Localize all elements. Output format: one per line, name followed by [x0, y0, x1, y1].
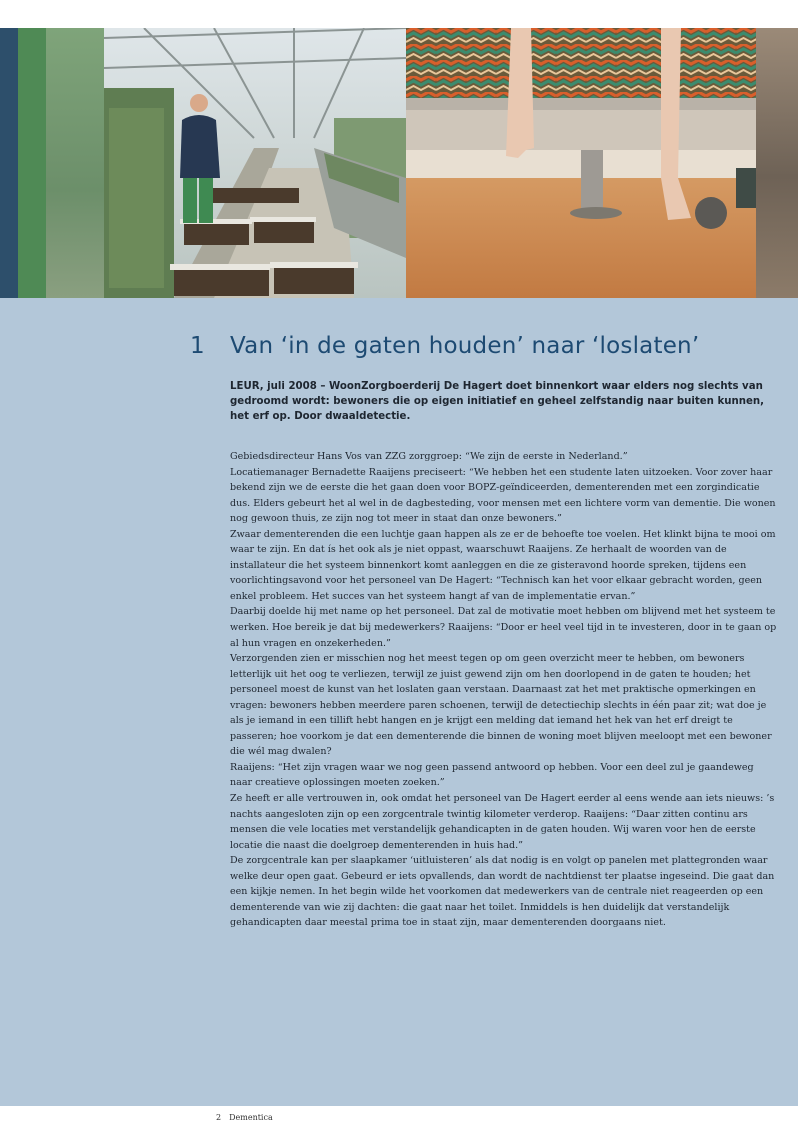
body-paragraph: Ze heeft er alle vertrouwen in, ook omdat het personeel van De Hagert eerder al eens wende aan iets nieuws: ’s nachts aangesloten zijn op een zorgcentrale twintig kilometer verderop. Raaijens: “Daar zitten continu ars mensen die vele locaties met verstandelijk gehandicapten in de gaten houden. Wij waren voor hen de eerste locatie die naast die doelgroep dementerenden in huis had.”	[230, 793, 775, 851]
body-paragraph: Daarbij doelde hij met name op het personeel. Dat zal de motivatie moet hebben om blijvend met het systeem te werken. Hoe bereik je dat bij medewerkers? Raaijens: “Door er heel veel tijd in te investeren, door in te gaan op al hun vragen en onzekerheden.”	[230, 606, 777, 649]
greenhouse-photo	[104, 28, 406, 298]
chapter-title: Van ‘in de gaten houden’ naar ‘loslaten’	[230, 333, 700, 359]
body-paragraph: Raaijens: “Het zijn vragen waar we nog geen passend antwoord op hebben. Voor een deel zul je gaandeweg naar creatieve oplossingen moeten zoeken.”	[230, 761, 754, 789]
publication-name: Dementica	[229, 1113, 273, 1122]
lead-paragraph	[230, 379, 778, 425]
body-paragraph: Zwaar dementerenden die een luchtje gaan happen als ze er de behoefte toe voelen. Het klinkt bijna te mooi om waar te zijn. En dat ís het ook als je niet oppast, waarschuwt Raaijens. Ze herhaalt de woorden van de installateur die het systeem binnenkort komt aanleggen en die ze gisteravond hoorde spreken, tijdens een voorlichtingsavond voor het personeel van De Hagert: “Technisch kan het voor elkaar gebracht worden, geen enkel probleem. Het succes van het systeem hangt af van de implementatie ervan.”	[230, 528, 776, 602]
bedroom-photo	[406, 28, 756, 298]
color-strip-navy	[0, 28, 18, 298]
body-paragraph: De zorgcentrale kan per slaapkamer ‘uitluisteren’ als dat nodig is en volgt op panelen met plattegronden waar welke deur open gaat. Gebeurd er iets opvallends, dan wordt de nachtdienst ter plaatse ingeseind. Die gaat dan een kijkje nemen. In het begin wilde het voorkomen dat medewerkers van de centrale niet reageerden op een dementerende van wie zij dachten: die gaat naar het toilet. Inmiddels is hen duidelijk dat verstandelijk gehandicapten daar meestal prima toe in staat zijn, maar dementerenden doorgaans niet.	[230, 855, 775, 929]
color-strip-right	[756, 28, 798, 298]
body-paragraph: Gebiedsdirecteur Hans Vos van ZZG zorggroep: “We zijn de eerste in Nederland.”	[230, 451, 628, 462]
body-paragraph: Verzorgenden zien er misschien nog het meest tegen op om geen overzicht meer te hebben, om bewoners letterlijk uit het oog te verliezen, terwijl ze juist gewend zijn om hen doorlopend in de gaten te houden; het personeel moest de kunst van het loslaten gaan verstaan. Daarnaast zat het met praktische opmerkingen en vragen: bewoners hebben meerdere paren schoenen, terwijl de detectiechip slechts in één paar zit; wat doe je als je iemand in een tillift hebt hangen en je krijgt een melding dat iemand het hek van het erf dreigt te passeren; hoe voorkom je dat een dementerende die binnen de woning moet blijven meeloopt met een bewoner die wél mag dwalen?	[230, 653, 772, 758]
color-strip-muted	[46, 28, 104, 298]
chapter-heading	[190, 333, 770, 359]
page-number: 2	[216, 1113, 222, 1122]
article-body	[230, 449, 778, 931]
lead-text: LEUR, juli 2008 – WoonZorgboerderij De Hagert doet binnenkort waar elders nog slechts van gedroomd wordt: bewoners die op eigen initiatief en geheel zelfstandig naar buiten kunnen, het erf op. Door dwaaldetectie.	[230, 381, 765, 423]
color-strip-green	[18, 28, 46, 298]
chapter-number: 1	[190, 333, 205, 359]
header-photo-band	[0, 28, 798, 298]
page-footer	[216, 1113, 273, 1122]
body-paragraph: Locatiemanager Bernadette Raaijens preciseert: “We hebben het een studente laten uitzoeken. Voor zover haar bekend zijn we de eerste die het gaan doen voor BOPZ-geïndiceerden, dementerenden met een zorgindicatie dus. Elders gebeurt het al wel in de dagbesteding, voor mensen met een lichtere vorm van dementie. Die wonen nog gewoon thuis, ze zijn nog tot meer in staat dan onze bewoners.”	[230, 466, 776, 525]
